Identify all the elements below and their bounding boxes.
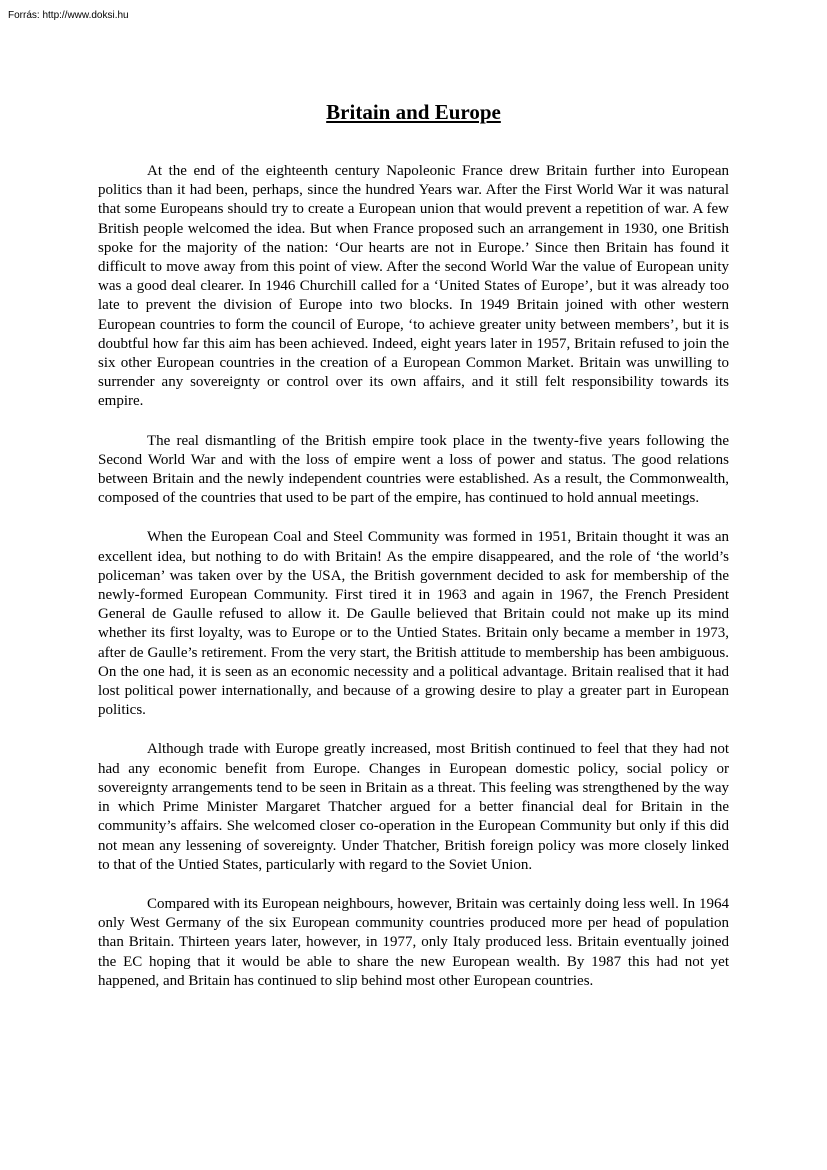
paragraph-3: When the European Coal and Steel Community was formed in 1951, Britain thought it was an excellent idea, but nothing to do with Britain! As the empire disappeared, and the role of ‘the world’s policeman’ was taken over by the USA, the British government decided to ask for membership of the newly-formed European Community. First tired it in 1963 and again in 1967, the French President General de Gaulle refused to allow it. De Gaulle believed that Britain could not make up its mind whether its first loyalty, was to Europe or to the Untied States. Britain only became a member in 1973, after de Gaulle’s retirement. From the very start, the British attitude to membership has been ambiguous. On the one had, it is seen as an economic necessity and a political advantage. Britain realised that it had lost political power internationally, and because of a growing desire to play a greater part in European politics. [98,529,729,719]
paragraph-1: At the end of the eighteenth century Napoleonic France drew Britain further into European politics than it had been, perhaps, since the hundred Years war. After the First World War it was natural that some Europeans should try to create a European union that would prevent a repetition of war. A few British people welcomed the idea. But when France proposed such an arrangement in 1930, one British spoke for the majority of the nation: ‘Our hearts are not in Europe.’ Since then Britain has found it difficult to move away from this point of view. After the second World War the value of European unity was a good deal clearer. In 1946 Churchill called for a ‘United States of Europe’, but it was already too late to prevent the division of Europe into two blocks. In 1949 Britain joined with other western European countries to form the council of Europe, ‘to achieve greater unity between members’, but it is doubtful how far this aim has been achieved. Indeed, eight years later in 1957, Britain refused to join the six other European countries in the creation of a European Common Market. Britain was unwilling to surrender any sovereignty or control over its own affairs, and it still felt responsibility towards its empire. [98,163,729,410]
page-title: Britain and Europe [326,100,501,124]
article-body [98,162,729,1011]
paragraph-4: Although trade with Europe greatly increased, most British continued to feel that they had not had any economic benefit from Europe. Changes in European domestic policy, social policy or sovereignty arrangements tend to be seen in Britain as a threat. This feeling was strengthened by the way in which Prime Minister Margaret Thatcher argued for a better financial deal for Britain in the community’s affairs. She welcomed closer co-operation in the European Community but only if this did not mean any lessening of sovereignty. Under Thatcher, British foreign policy was more closely linked to that of the Untied States, particularly with regard to the Soviet Union. [98,741,729,873]
paragraph-5: Compared with its European neighbours, however, Britain was certainly doing less well. In 1964 only West Germany of the six European community countries produced more per head of population than Britain. Thirteen years later, however, in 1977, only Italy produced less. Britain eventually joined the EC hoping that it would be able to share the new European wealth. By 1987 this had not yet happened, and Britain has continued to slip behind most other European countries. [98,895,729,989]
paragraph-2: The real dismantling of the British empire took place in the twenty-five years following the Second World War and with the loss of empire went a loss of power and status. The good relations between Britain and the newly independent countries were established. As a result, the Commonwealth, composed of the countries that used to be part of the empire, has continued to hold annual meetings. [98,432,729,507]
source-note: Forrás: http://www.doksi.hu [8,10,129,21]
